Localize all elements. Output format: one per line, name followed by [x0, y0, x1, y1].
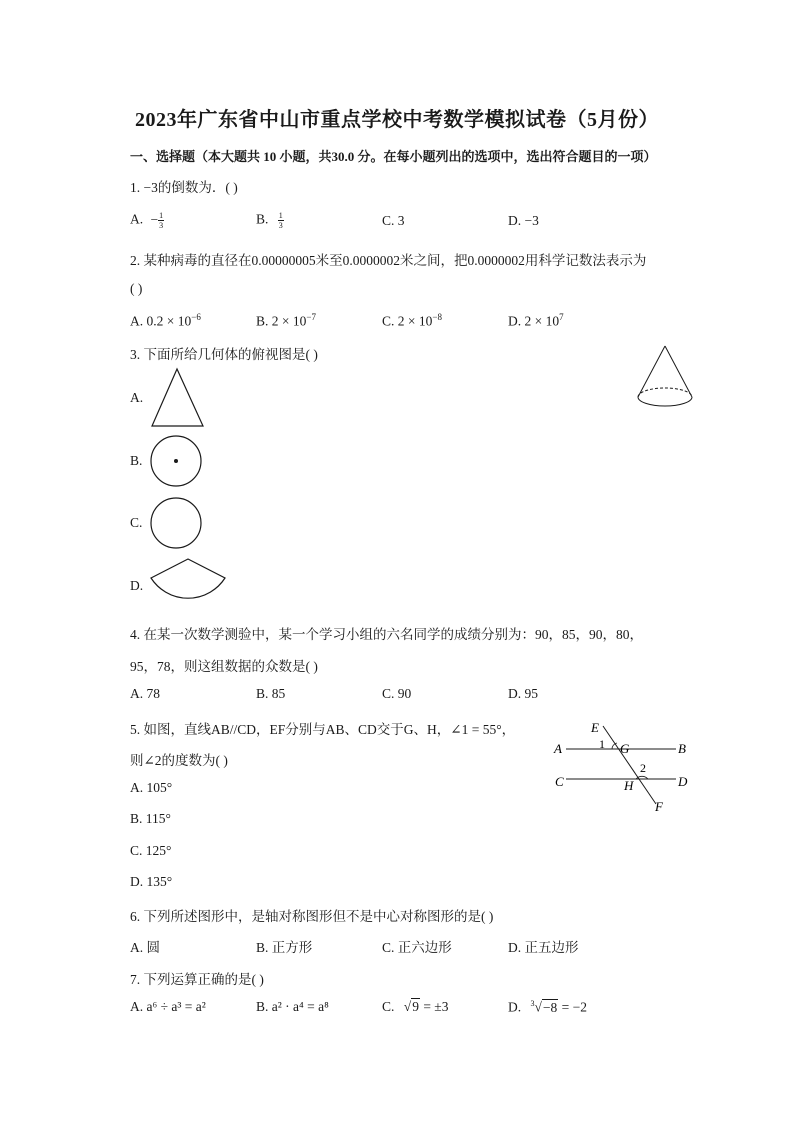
q3-option-d-label: D. — [130, 578, 144, 593]
q7-d-radicand: −8 — [542, 999, 558, 1015]
cone-figure — [630, 340, 700, 415]
q6-option-b: B. 正方形 — [256, 940, 313, 955]
q2-option-d: D. $2 \times 10^7$ — [508, 312, 564, 329]
question-6-stem: 6. 下列所述图形中，是轴对称图形但不是中心对称图形的是( ) — [130, 909, 494, 924]
fig-label-b: B — [678, 741, 686, 756]
question-5-stem-cont: 则∠2的度数为( ) — [130, 753, 228, 768]
page-title: 2023年广东省中山市重点学校中考数学模拟试卷（5月份） — [135, 109, 659, 131]
question-5-stem: 5. 如图，直线AB//CD，EF分别与AB、CD交于G、H，∠1 = 55°， — [130, 722, 516, 737]
question-2-stem-cont: ( ) — [130, 281, 143, 296]
q4-option-c: C. 90 — [382, 686, 412, 701]
q6-option-c: C. 正六边形 — [382, 940, 452, 955]
q4-option-d: D. 95 — [508, 686, 538, 701]
q3-option-b-label: B. — [130, 453, 143, 468]
q6-option-d: D. 正五边形 — [508, 940, 579, 955]
q1-option-b — [256, 211, 284, 230]
q3-option-c-circle — [148, 495, 206, 551]
q3-option-a-triangle — [148, 366, 208, 430]
q5-option-c: C. 125° — [130, 843, 172, 858]
fig-label-a: A — [554, 741, 562, 756]
q1-option-b-fraction: $\frac{1}{3}$ — [278, 211, 283, 230]
question-3-stem: 3. 下面所给几何体的俯视图是( ) — [130, 347, 318, 362]
q7-option-c: C. √9 = ±3 — [382, 999, 449, 1014]
fig-label-d: D — [678, 774, 688, 789]
q3-option-b-circle-dot — [148, 433, 206, 489]
q3-option-a-label: A. — [130, 390, 144, 405]
fig-label-c: C — [555, 774, 564, 789]
fig-label-g: G — [620, 741, 630, 756]
fig-label-f: F — [655, 799, 663, 814]
q3-option-c-label: C. — [130, 515, 143, 530]
q4-option-a: A. 78 — [130, 686, 160, 701]
q2-option-b: B. $2 \times 10^{-7}$ — [256, 312, 316, 329]
section-heading: 一、选择题（本大题共 10 小题，共30.0 分。在每小题列出的选项中，选出符合题目的一项） — [130, 149, 657, 164]
q3-option-d-sector — [148, 556, 230, 612]
q5-option-b: B. 115° — [130, 811, 171, 826]
question-1-stem: 1. −3的倒数为．( ) — [130, 180, 238, 195]
q1-option-b-label: B. — [256, 211, 269, 227]
q4-option-b: B. 85 — [256, 686, 286, 701]
q7-c-radicand: 9 — [412, 999, 419, 1014]
q2-option-c: C. $2 \times 10^{-8}$ — [382, 312, 442, 329]
q7-option-d: D. $^3$√−8 = −2 — [508, 999, 588, 1015]
q1-option-d: D. −3 — [508, 213, 539, 228]
fig-label-h: H — [624, 778, 634, 793]
question-4-stem-cont: 95，78，则这组数据的众数是( ) — [130, 659, 318, 674]
q6-option-a: A. 圆 — [130, 940, 160, 955]
q7-d-root-index: 3 — [530, 999, 535, 1008]
q1-option-a: A. − $\frac{1}{3}$ — [130, 211, 164, 230]
q1-option-a-fraction: $\frac{1}{3}$ — [159, 211, 164, 230]
question-4-stem: 4. 在某一次数学测验中，某一个学习小组的六名同学的成绩分别为：90，85，90，80， — [130, 627, 643, 642]
q1-option-c: C. 3 — [382, 213, 405, 228]
q1-option-a-label: A. — [130, 211, 144, 227]
fig-label-e: E — [591, 720, 599, 735]
q7-option-a: A. a⁶ ÷ a³ = a² — [130, 999, 206, 1014]
fig-label-angle-2: 2 — [640, 761, 646, 775]
question-7-stem: 7. 下列运算正确的是( ) — [130, 972, 264, 987]
q5-option-a: A. 105° — [130, 780, 173, 795]
question-2-stem: 2. 某种病毒的直径在0.00000005米至0.0000002米之间，把0.0000002用科学记数法表示为 — [130, 253, 647, 268]
q5-option-d: D. 135° — [130, 874, 173, 889]
q7-option-b: B. a² · a⁴ = a⁸ — [256, 999, 329, 1014]
fig-label-angle-1: 1 — [599, 737, 605, 751]
q2-option-a: A. $0.2 \times 10^{-6}$ — [130, 312, 201, 329]
parallel-lines-figure — [548, 716, 698, 816]
